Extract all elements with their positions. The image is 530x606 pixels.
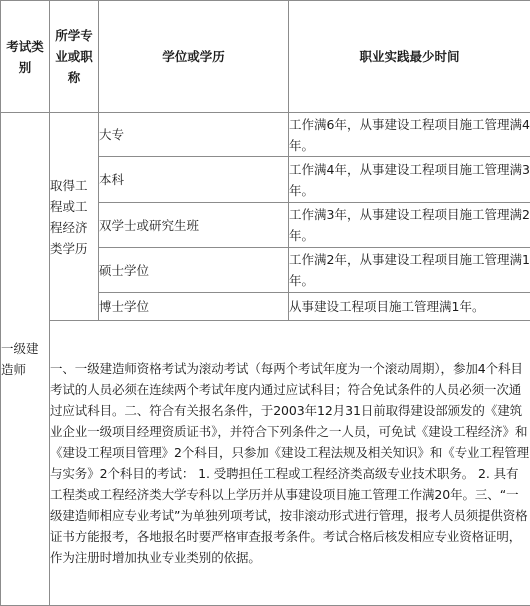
header-time: 职业实践最少时间 (289, 1, 530, 113)
table-row (1, 113, 530, 157)
time-cell: 从事建设工程项目施工管理满1年。 (289, 293, 530, 321)
header-major: 所学专业或职称 (50, 1, 99, 113)
degree-cell: 博士学位 (99, 293, 289, 321)
time-cell: 工作满4年，从事建设工程项目施工管理满3年。 (289, 157, 530, 203)
degree-cell: 大专 (99, 113, 289, 157)
time-cell: 工作满3年，从事建设工程项目施工管理满2年。 (289, 203, 530, 248)
table-header-row (1, 1, 530, 113)
major-cell: 取得工程或工程经济类学历 (50, 113, 99, 321)
header-category: 考试类别 (1, 1, 50, 113)
note-row (1, 321, 530, 606)
degree-cell: 本科 (99, 157, 289, 203)
degree-cell: 双学士或研究生班 (99, 203, 289, 248)
time-cell: 工作满6年，从事建设工程项目施工管理满4年。 (289, 113, 530, 157)
time-cell: 工作满2年，从事建设工程项目施工管理满1年。 (289, 248, 530, 293)
header-degree: 学位或学历 (99, 1, 289, 113)
category-cell: 一级建造师 (1, 113, 50, 606)
degree-cell: 硕士学位 (99, 248, 289, 293)
notes-cell: 一、一级建造师资格考试为滚动考试（每两个考试年度为一个滚动周期），参加4个科目考试的人员必须在连续两个考试年度内通过应试科目；符合免试条件的人员必须一次通过应试科目。二、符合有关报名条件，于2003年12月31日前取得建设部颁发的《建筑业企业一级项目经理资质证书》，并符合下列条件之一人员，可免试《建设工程经济》和《建设工程项目管理》2个科目，只参加《建设工程法规及相关知识》和《专业工程管理与实务》2个科目的考试： 1. 受聘担任工程或工程经济类高级专业技术职务。 2. 具有工程类或工程经济类大学专科以上学历并从事建设项目施工管理工作满20年。三、“一级建造师相应专业考试”为单独列项考试，按非滚动形式进行管理，报考人员须提供资格证书方能报考，各地报名时要严格审查报考条件。考试合格后核发相应专业资格证明，作为注册时增加执业专业类别的依据。 (50, 321, 530, 606)
